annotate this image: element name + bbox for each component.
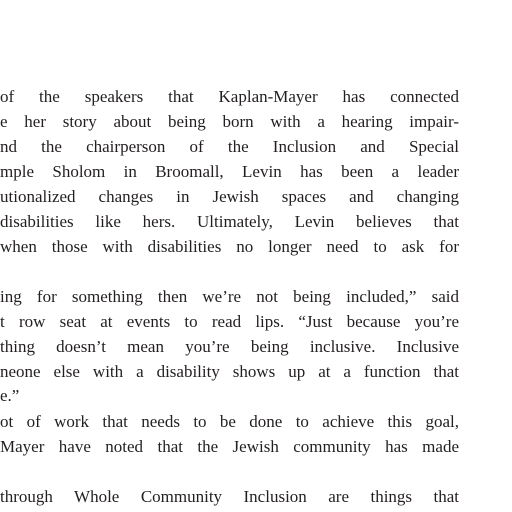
- text-line: of the speakers that Kaplan-Mayer has connected: [0, 87, 459, 106]
- text-line: utionalized changes in Jewish spaces and changing: [0, 187, 459, 206]
- text-line: ot of work that needs to be done to achieve this goal,: [0, 412, 459, 431]
- text-line: ing for something then we’re not being included,” said: [0, 287, 459, 306]
- text-line: thing doesn’t mean you’re being inclusive. Inclusive: [0, 337, 459, 356]
- text-line: when those with disabilities no longer need to ask for: [0, 237, 459, 256]
- text-line: disabilities like hers. Ultimately, Levin believes that: [0, 212, 459, 231]
- text-line: through Whole Community Inclusion are things that: [0, 487, 459, 506]
- text-line: nd the chairperson of the Inclusion and Special: [0, 137, 459, 156]
- text-line: t row seat at events to read lips. “Just because you’re: [0, 312, 459, 331]
- text-line: e her story about being born with a hearing impair-: [0, 112, 459, 131]
- text-line: mple Sholom in Broomall, Levin has been a leader: [0, 162, 459, 181]
- text-line: neone else with a disability shows up at a function that: [0, 362, 459, 381]
- text-line: e.”: [0, 386, 20, 405]
- text-line: Mayer have noted that the Jewish community has made: [0, 437, 459, 456]
